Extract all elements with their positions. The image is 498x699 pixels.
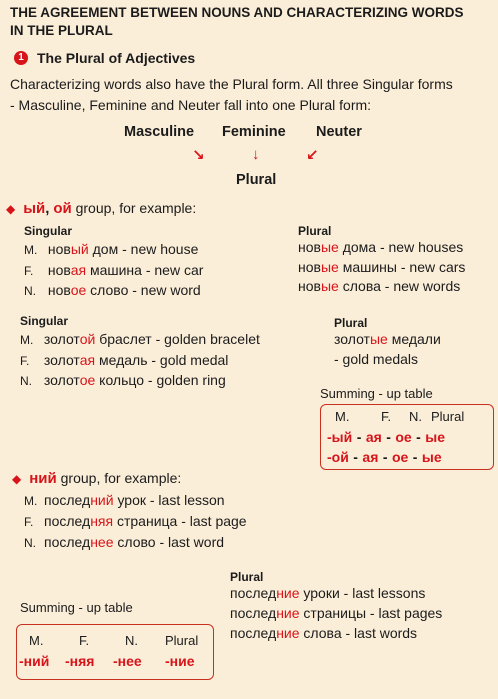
list-item: F. последняя страница - last page (24, 513, 247, 529)
diamond-bullet-icon: ◆ (12, 472, 22, 486)
group1-singular-list (24, 240, 203, 302)
list-item: - gold medals (334, 350, 419, 367)
summary1-table (320, 404, 494, 470)
summary1-header-m: M. (335, 409, 350, 424)
list-item: M. золотой браслет - golden bracelet (20, 331, 260, 347)
group1-singular-header: Singular (24, 224, 73, 238)
summary2-header-n: N. (125, 633, 138, 648)
group1-heading (6, 200, 196, 217)
gender-neuter: Neuter (316, 124, 362, 140)
summary2-value-plural: -ние (165, 653, 195, 669)
group2-plural-header: Plural (334, 316, 368, 330)
group2-plural-list (334, 330, 441, 369)
section-number-badge: 1 (14, 51, 28, 65)
arrow-down-right-icon: ↘ (192, 147, 205, 164)
group3-plural-header: Plural (230, 570, 264, 584)
summary2-header-plural: Plural (165, 633, 199, 648)
title-line-1: THE AGREEMENT BETWEEN NOUNS AND CHARACTERIZING WORDS (10, 5, 464, 20)
list-item: новые дома - new houses (298, 239, 464, 255)
list-item: последние слова - last words (230, 625, 418, 641)
list-item: F. золотая медаль - gold medal (20, 351, 229, 368)
summary1-title: Summing - up table (320, 386, 433, 401)
group3-text: group, for example: (60, 470, 182, 486)
intro-paragraph (10, 74, 453, 116)
summary1-header-plural: Plural (431, 409, 465, 424)
list-item: N. последнее слово - last word (24, 534, 225, 550)
summary2-value-f: -няя (65, 653, 95, 669)
arrow-down-icon: ↓ (252, 146, 260, 163)
list-item: новые машины - new cars (298, 258, 466, 275)
list-item: последние страницы - last pages (230, 605, 443, 621)
group1-comma: , (45, 200, 50, 217)
gender-plural: Plural (236, 172, 277, 188)
list-item: M. новый дом - new house (24, 241, 199, 257)
section-heading (14, 50, 195, 66)
group1-ending-1: ый (23, 200, 46, 217)
summary2-header-f: F. (79, 633, 90, 648)
section-heading-text: The Plural of Adjectives (37, 50, 196, 66)
group2-singular-header: Singular (20, 314, 69, 328)
list-item: N. новое слово - new word (24, 282, 201, 298)
list-item: M. последний урок - last lesson (24, 492, 225, 508)
summary1-row-2: -ой - ая - ое - ые (327, 449, 442, 465)
group3-heading (12, 470, 181, 487)
summary2-header-m: M. (29, 633, 44, 648)
intro-line-2: - Masculine, Feminine and Neuter fall into one Plural form: (10, 97, 372, 113)
list-item: N. золотое кольцо - golden ring (20, 372, 226, 388)
summary1-row-1: -ый - ая - ое - ые (327, 429, 446, 445)
group2-singular-list (20, 330, 260, 392)
group3-ending: ний (29, 470, 57, 487)
intro-line-1: Characterizing words also have the Plural form. All three Singular forms (10, 76, 453, 92)
summary2-value-n: -нее (113, 653, 142, 669)
arrow-down-left-icon: ↙ (306, 147, 319, 164)
summary2-title: Summing - up table (20, 600, 133, 615)
group1-plural-header: Plural (298, 224, 332, 238)
group3-plural-list (230, 583, 442, 643)
gender-masculine: Masculine (124, 124, 195, 140)
summary2-value-m: -ний (19, 653, 50, 669)
group1-text: group, for example: (75, 200, 197, 216)
summary1-header-f: F. (381, 409, 392, 424)
summary1-header-n: N. (409, 409, 422, 424)
gender-feminine: Feminine (222, 124, 286, 140)
list-item: последние уроки - last lessons (230, 585, 426, 601)
summary2-table (16, 624, 214, 680)
title-line-2: IN THE PLURAL (10, 23, 113, 38)
list-item: золотые медали (334, 331, 441, 347)
group1-plural-list (298, 238, 465, 297)
diamond-bullet-icon: ◆ (6, 202, 16, 216)
list-item: новые слова - new words (298, 278, 461, 294)
list-item: F. новая машина - new car (24, 261, 204, 278)
group3-singular-list (24, 490, 247, 553)
group1-ending-2: ой (53, 200, 72, 217)
page-title (10, 4, 464, 40)
